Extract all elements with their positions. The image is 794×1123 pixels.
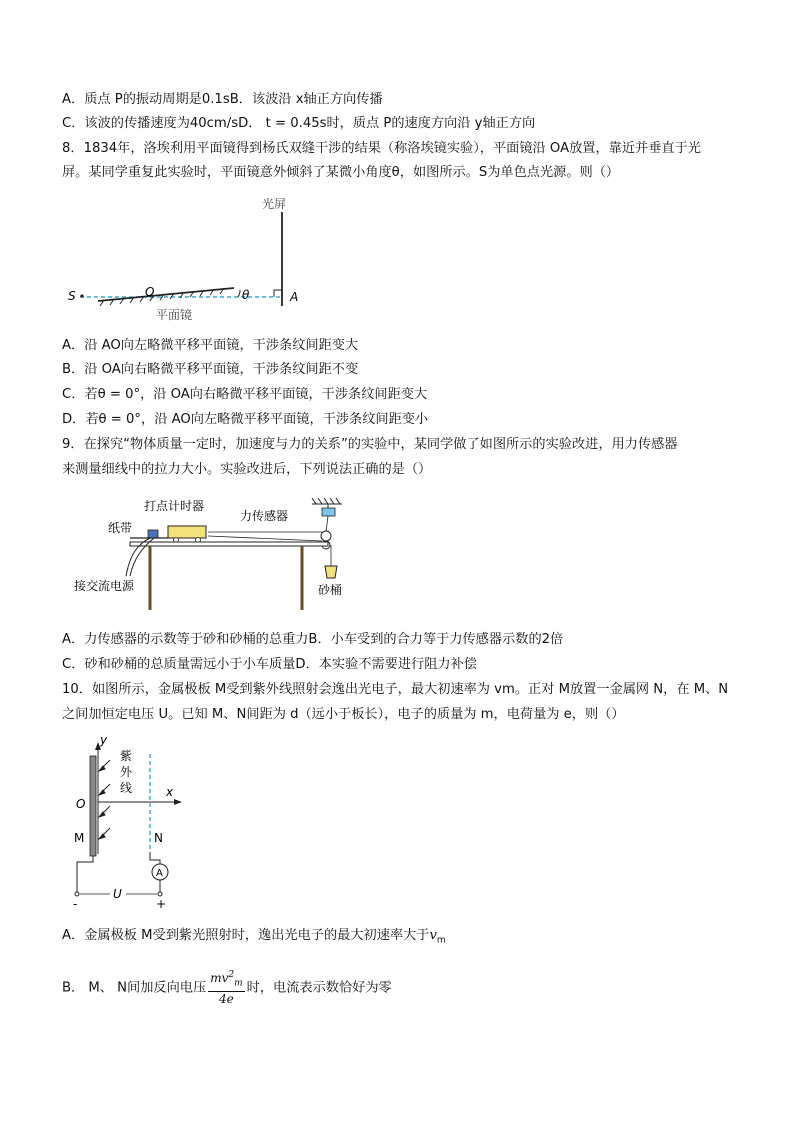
q10-uv-label-2: 外 [120, 765, 133, 779]
q10-wire-left [77, 856, 93, 892]
q9-timer [148, 530, 158, 538]
q7-option-b: B．该波沿 x轴正方向传播 [229, 92, 383, 107]
q8-option-a: A．沿 AO向左略微平移平面镜，干涉条纹间距变大 [62, 338, 359, 353]
q9-option-b: B．小车受到的合力等于力传感器示数的2倍 [308, 632, 564, 647]
q9-tape-label: 纸带 [108, 521, 133, 535]
q9-string-lower [208, 536, 322, 541]
q10-uv-arrows [99, 760, 110, 839]
q9-options-row1 [62, 630, 563, 650]
q9-timer-label: 打点计时器 [144, 499, 205, 513]
q10-option-b-post: 时，电流表示数恰好为零 [246, 980, 392, 996]
q10-stem-line2: 之间加恒定电压 U。已知 M、N间距为 d（远小于板长），电子的质量为 m，电荷量为 e，则（） [62, 707, 625, 722]
q9-bucket-label: 砂桶 [318, 583, 343, 597]
q8-stem-line2: 屏。某同学重复此实验时，平面镜意外倾斜了某微小角度θ，如图所示。S为单色点光源。则（） [62, 165, 620, 180]
q8-option-c: C．若θ = 0°，沿 OA向右略微平移平面镜，干涉条纹间距变大 [62, 387, 428, 402]
q10-option-b-denominator: 4e [219, 992, 234, 1007]
q9-pulley-top [321, 531, 331, 541]
q9-sensor-label: 力传感器 [240, 509, 289, 523]
q8-option-d: D．若θ = 0°，沿 AO向左略微平移平面镜，干涉条纹间距变小 [62, 412, 429, 427]
q8-angle-arc [238, 290, 240, 297]
q10-plus-label: + [156, 897, 167, 910]
q10-plate-n-label: N [154, 831, 163, 845]
q10-option-a-var: v [429, 928, 437, 943]
q7-option-a: A．质点 P的振动周期是0.1s [62, 92, 230, 107]
q10-option-a-text: A．金属极板 M受到紫光照射时，逸出光电子的最大初速率大于 [62, 928, 430, 943]
q9-cart [168, 526, 206, 538]
q8-source-dot [80, 294, 83, 297]
q8-angle-theta: θ [242, 288, 250, 302]
q9-stem-line2: 来测量细线中的拉力大小。实验改进后，下列说法正确的是（） [62, 462, 432, 477]
q8-stem-line1: 8．1834年，洛埃利用平面镜得到杨氏双缝干涉的结果（称洛埃镜实验），平面镜沿 OA放置，靠近并垂直于光 [62, 141, 701, 156]
q10-option-a-sub: m [436, 935, 446, 946]
q9-option-d: D．本实验不需要进行阻力补偿 [295, 657, 477, 672]
q9-option-c: C．砂和砂桶的总质量需远小于小车质量 [62, 657, 296, 672]
q8-screen-label: 光屏 [262, 197, 287, 211]
q10-terminal-minus [75, 892, 79, 896]
q10-uv-label-3: 线 [120, 781, 133, 795]
q10-figure [62, 730, 192, 910]
q9-option-a: A．力传感器的示数等于砂和砂桶的总重力 [62, 632, 309, 647]
q9-sand-bucket [325, 566, 337, 578]
q9-force-sensor [322, 508, 335, 516]
q9-table-top [130, 542, 328, 546]
q10-numerator-sub: m [234, 978, 243, 989]
q9-stem-line1: 9．在探究“物体质量一定时，加速度与力的关系”的实验中，某同学做了如图所示的实验改进，用力传感器 [62, 437, 678, 452]
q10-ammeter-label: A [156, 868, 163, 879]
q10-option-a [62, 926, 446, 951]
q10-option-b-pre: B． M、 N间加反向电压 [62, 980, 207, 996]
q8-point-s: S [68, 289, 76, 303]
q10-option-b [62, 968, 392, 1007]
q10-voltage-label: U [113, 887, 122, 901]
q10-origin-label: O [76, 797, 86, 811]
q8-figure [60, 188, 320, 328]
q7-option-d: D． t = 0.45s时，质点 P的速度方向沿 y轴正方向 [238, 116, 536, 131]
q7-options-row2 [62, 114, 535, 134]
q10-option-b-numerator [208, 968, 244, 992]
q10-axis-x-label: x [166, 785, 174, 799]
q8-right-angle-mark [274, 290, 281, 297]
q7-options-row1 [62, 90, 383, 110]
q9-sensor-string [326, 516, 328, 532]
q8-point-a: A [290, 290, 299, 304]
q10-terminal-plus [158, 892, 162, 896]
q7-option-c: C．该波的传播速度为40cm/s [62, 116, 239, 131]
q10-axis-y-label: y [100, 733, 108, 747]
q10-stem-line1: 10．如图所示，金属极板 M受到紫外线照射会逸出光电子，最大初速率为 vm。正对 M放置一金属网 N，在 M、N [62, 682, 729, 697]
q10-x-arrow [174, 799, 182, 805]
q9-power-label: 接交流电源 [74, 579, 135, 593]
q10-numerator-text: mv [210, 971, 229, 985]
q10-plate-m-label: M [74, 831, 85, 845]
q9-ceiling [312, 498, 342, 508]
q8-point-o: O [145, 285, 155, 299]
q10-wire-right [150, 852, 160, 864]
q10-minus-label: - [73, 897, 78, 910]
q10-option-b-fraction [208, 968, 244, 1007]
q10-plate-m [90, 756, 96, 856]
q9-figure [68, 492, 368, 617]
q9-options-row2 [62, 655, 477, 675]
q8-option-b: B．沿 OA向右略微平移平面镜，干涉条纹间距不变 [62, 362, 359, 377]
q10-numerator-sup: 2 [228, 970, 235, 980]
q8-mirror-label: 平面镜 [156, 308, 193, 322]
q10-uv-label-1: 紫 [120, 749, 133, 763]
